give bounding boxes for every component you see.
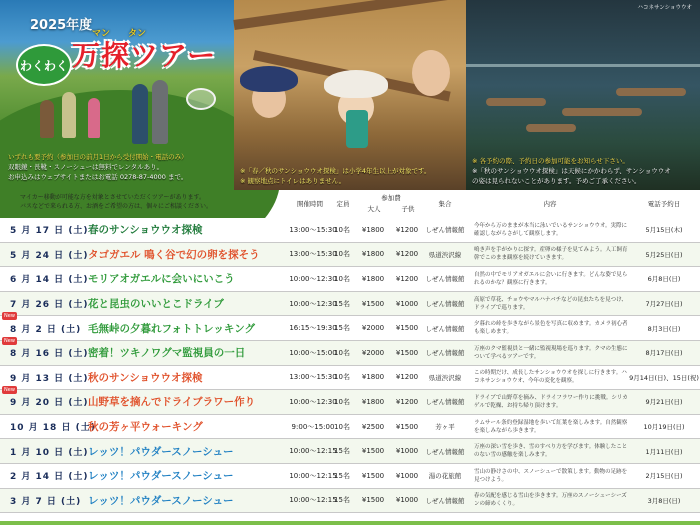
tour-title: 花と昆虫のいいとこドライブ	[88, 298, 224, 311]
tour-reservation-date: 9月14日(日)、15日(祝)	[629, 373, 699, 382]
tour-fee-adult: ¥1800	[361, 373, 385, 382]
tour-fee-adult: ¥2000	[361, 348, 385, 357]
info-mid-line: ※「春／秋のサンショウウオ探検」は小学4年生以上が対象です。	[240, 167, 431, 175]
tour-time: 10:00～12:15	[289, 447, 337, 456]
tour-title: 毛無峠の夕暮れフォトトレッキング	[88, 322, 256, 335]
tour-meeting-place: 県道渋沢線	[428, 250, 462, 259]
tour-fee-child: ¥1000	[395, 299, 419, 308]
tour-fee-adult: ¥1500	[361, 471, 385, 480]
tour-reservation-date: 3月8日(日)	[647, 496, 681, 505]
tour-time: 10:00～12:15	[289, 496, 337, 505]
tour-meeting-place: しぜん情報館	[425, 349, 465, 358]
new-badge: New	[4, 387, 15, 394]
tour-reservation-date: 2月15日(日)	[645, 472, 683, 481]
tour-capacity: 10名	[334, 274, 350, 283]
tour-time: 10:00～12:30	[289, 274, 337, 283]
tour-description: 高原で草花、チョウやマルハナバチなどの昆虫たちを見つけ、ドライブで巡ります。	[474, 296, 627, 311]
tour-time: 13:00～15:30	[289, 250, 337, 259]
info-left-line: 双眼鏡・長靴・スノーシューは無料でレンタルあり。	[8, 163, 164, 171]
tour-capacity: 15名	[334, 471, 350, 480]
tour-description: 万座のクマ監視員と一緒に監視現場を巡ります。クマの生態について学べるツアーです。	[474, 345, 628, 360]
tour-fee-adult: ¥1800	[361, 225, 385, 234]
tour-description: ドライブで山野草を摘み、ドライフラワー作りに挑戦。シリカゲルで乾燥、お持ち帰り頂けます。	[474, 394, 628, 409]
tour-description: 今年から万のままが本当に泳いでいるサンショウウオ。実際に確認しながらさがして観察します。	[474, 222, 627, 237]
tour-title: モリアオガエルに会いにいこう	[88, 273, 235, 286]
header-time: 開催時間	[297, 200, 323, 208]
table-row	[0, 243, 700, 268]
tour-date: 5 月 24 日 (土)	[10, 250, 89, 261]
tour-title: 密着！ツキノワグマ監視員の一日	[88, 347, 246, 360]
header-fee: 参加費	[381, 194, 401, 202]
tour-fee-adult: ¥2000	[361, 324, 385, 333]
info-left	[8, 152, 188, 182]
table-row	[0, 218, 700, 243]
ruby-tan: タン	[128, 29, 147, 39]
tour-reservation-date: 7月27日(日)	[645, 300, 683, 309]
info-mid-line: ※ 観察地点にトイレはありません。	[240, 177, 346, 185]
table-row	[0, 337, 700, 366]
table-row	[0, 267, 700, 292]
tour-fee-adult: ¥1500	[361, 447, 385, 456]
tour-reservation-date: 5月15日(木)	[645, 226, 683, 235]
tour-fee-adult: ¥1800	[361, 274, 385, 283]
tour-time: 9:00～15:00	[291, 422, 335, 431]
ruby-man: マン	[92, 29, 111, 39]
table-row	[0, 489, 700, 514]
photo-microscope	[234, 0, 466, 190]
header-reservation: 電話予約日	[647, 200, 681, 208]
tour-meeting-place: 湯の花旅館	[428, 472, 462, 481]
tour-capacity: 15名	[334, 447, 350, 456]
tour-description: 万座の深い雪を歩き、雪のすべり方を学びます。体験したことのない雪の感触を楽しみます。	[474, 444, 628, 459]
tour-description: 自然の中でモリアオガエルに会いに行きます。どんな姿で見られるのかな？観察に行きます。	[474, 271, 628, 286]
tour-title: 春のサンショウウオ探検	[88, 224, 203, 237]
header-adult: 大人	[367, 205, 381, 213]
tour-capacity: 10名	[334, 250, 350, 259]
tour-description: 春の気配を感じる雪山を歩きます。万座のスノーシューシーズンの締めくくり。	[474, 493, 627, 508]
tour-time: 13:00～15:30	[289, 373, 337, 382]
page-title: 万探ツアー	[72, 39, 217, 72]
tour-date: 8 月 16 日 (土)	[10, 349, 89, 360]
tour-time: 10:00～12:30	[289, 397, 337, 406]
tour-capacity: 10名	[334, 397, 350, 406]
tour-description: 鳴き声を手がかりに探す。産卵の様子を見てみよう。人工飼育幹でこのまま観察を続けていきます。	[474, 247, 628, 262]
info-mid	[240, 166, 430, 186]
table-row	[0, 366, 700, 391]
tour-fee-child: ¥1200	[395, 250, 419, 259]
tour-reservation-date: 9月21日(日)	[645, 398, 683, 407]
tour-title: 山野草を摘んでドライブラワー作り	[88, 396, 256, 409]
tour-description: 雪山の静けさの中、スノーシューで散策します。動物の足跡を見つけよう。	[474, 468, 628, 483]
tour-fee-adult: ¥1800	[361, 250, 385, 259]
tour-time: 10:00～15:00	[289, 348, 337, 357]
waku-badge: わくわく	[16, 44, 72, 86]
tour-meeting-place: しぜん情報館	[425, 275, 465, 284]
tour-description: この時期だけ、成長したサンショウウオを探しに行きます。ハコネサンショウウオ、今年の変化を観察。	[474, 370, 627, 385]
tour-meeting-place: しぜん情報館	[425, 398, 465, 407]
tour-fee-child: ¥1200	[395, 397, 419, 406]
tour-capacity: 15名	[334, 496, 350, 505]
tour-fee-child: ¥1500	[395, 324, 419, 333]
info-right-line: の姿は見られないことがあります。予めご了承ください。	[472, 177, 641, 185]
tour-capacity: 10名	[334, 225, 350, 234]
hero-banner	[0, 0, 700, 190]
tour-date: 5 月 17 日 (土)	[10, 226, 89, 237]
tour-reservation-date: 5月25日(日)	[645, 250, 683, 259]
tour-reservation-date: 6月8日(日)	[647, 275, 681, 284]
table-row	[0, 464, 700, 489]
tour-capacity: 15名	[334, 299, 350, 308]
info-right-line: ※「秋のサンショウウオ探検」は天候にかかわらず、サンショウウオ	[472, 167, 671, 175]
tour-date: 8 月 2 日 (土)	[10, 324, 82, 335]
tour-fee-child: ¥1000	[395, 471, 419, 480]
tour-fee-child: ¥1000	[395, 447, 419, 456]
tour-fee-adult: ¥1800	[361, 397, 385, 406]
tour-date: 2 月 14 日 (土)	[10, 472, 89, 483]
header-desc: 内容	[543, 200, 557, 208]
tour-fee-child: ¥1200	[395, 274, 419, 283]
tour-date: 7 月 26 日 (土)	[10, 300, 89, 311]
tour-capacity: 10名	[334, 373, 350, 382]
tour-title: 秋の芳ヶ平ウォーキング	[88, 421, 203, 434]
tour-meeting-place: しぜん情報館	[425, 226, 465, 235]
tour-reservation-date: 8月3日(日)	[647, 324, 681, 333]
table-row	[0, 387, 700, 415]
table-row	[0, 313, 700, 341]
tour-fee-child: ¥1500	[395, 348, 419, 357]
table-row	[0, 292, 700, 317]
tour-fee-adult: ¥1500	[361, 496, 385, 505]
tour-reservation-date: 1月11日(日)	[645, 447, 683, 456]
tour-time: 16:15～19:30	[289, 324, 337, 333]
tour-time: 10:00～12:15	[289, 471, 337, 480]
tour-meeting-place: しぜん情報館	[425, 300, 465, 309]
tour-time: 13:00～15:30	[289, 225, 337, 234]
tour-meeting-place: しぜん情報館	[425, 496, 465, 505]
tour-capacity: 15名	[334, 324, 350, 333]
tour-fee-child: ¥1200	[395, 373, 419, 382]
tour-date: 9 月 20 日 (土)	[10, 398, 89, 409]
header-child: 子供	[401, 205, 415, 213]
table-row	[0, 439, 700, 464]
new-badge: New	[4, 313, 15, 320]
info-left-line: お申込みはウェブサイトまたはお電話 0278-87-4000 まで。	[8, 173, 188, 181]
tour-date: 9 月 13 日 (土)	[10, 373, 89, 384]
tour-meeting-place: 芳ヶ平	[435, 423, 455, 432]
info-right	[472, 156, 671, 186]
tour-description: 夕暮れの峠を歩きながら景色を写真に収めます。カメラ初心者も楽しめます。	[474, 321, 628, 336]
header-cap: 定員	[336, 200, 350, 208]
tour-fee-child: ¥1200	[395, 225, 419, 234]
tour-fee-child: ¥1000	[395, 496, 419, 505]
tour-title: レッツ！パウダースノーシュー	[88, 445, 234, 458]
tour-time: 10:00～12:30	[289, 299, 337, 308]
bottom-bar	[0, 521, 700, 525]
tour-date: 3 月 7 日 (土)	[10, 496, 82, 507]
info-left-line: いずれも要予約（参加日の前月1日から受付開始・電話のみ）	[8, 153, 188, 161]
new-badge: New	[4, 337, 15, 344]
tour-capacity: 10名	[334, 348, 350, 357]
photo-credit: ハコネサンショウウオ	[637, 5, 692, 11]
tour-fee-adult: ¥2500	[361, 422, 385, 431]
tour-meeting-place: しぜん情報館	[425, 324, 465, 333]
tour-title: タゴガエル 鳴く谷で幻の卵を探そう	[88, 248, 260, 261]
info-right-line: ※ 各予約の際、予約日の参加可能をお知らせ下さい。	[472, 157, 629, 165]
tour-fee-child: ¥1500	[395, 422, 419, 431]
tour-date: 1 月 10 日 (土)	[10, 447, 89, 458]
header-place: 集合	[438, 200, 452, 208]
year-label: 2025年度	[30, 18, 93, 33]
tour-date: 6 月 14 日 (土)	[10, 275, 89, 286]
tour-title: レッツ！パウダースノーシュー	[88, 494, 234, 507]
tour-table	[0, 218, 700, 513]
tour-description: ラムサール条約登録湿地を歩いて紅葉を楽しみます。自然観察を楽しみながら歩きます。	[474, 419, 628, 434]
tour-title: レッツ！パウダースノーシュー	[88, 470, 234, 483]
tour-date: 10 月 18 日 (土)	[10, 423, 96, 434]
notice-line: バスなどで来られる方、お酒をご希望の方は、個々にご相談ください。	[20, 203, 213, 210]
tour-meeting-place: しぜん情報館	[425, 447, 465, 456]
table-header	[0, 193, 700, 215]
tour-reservation-date: 10月19日(日)	[643, 423, 685, 432]
tour-meeting-place: 県道渋沢線	[428, 373, 462, 382]
table-row	[0, 415, 700, 440]
tour-fee-adult: ¥1500	[361, 299, 385, 308]
tour-title: 秋のサンショウウオ探検	[88, 371, 203, 384]
notice-line: マイカー移動が可能な方を対象とさせていただくツアーがあります。	[20, 194, 206, 201]
tour-reservation-date: 8月17日(日)	[645, 349, 683, 358]
tour-capacity: 10名	[334, 422, 350, 431]
